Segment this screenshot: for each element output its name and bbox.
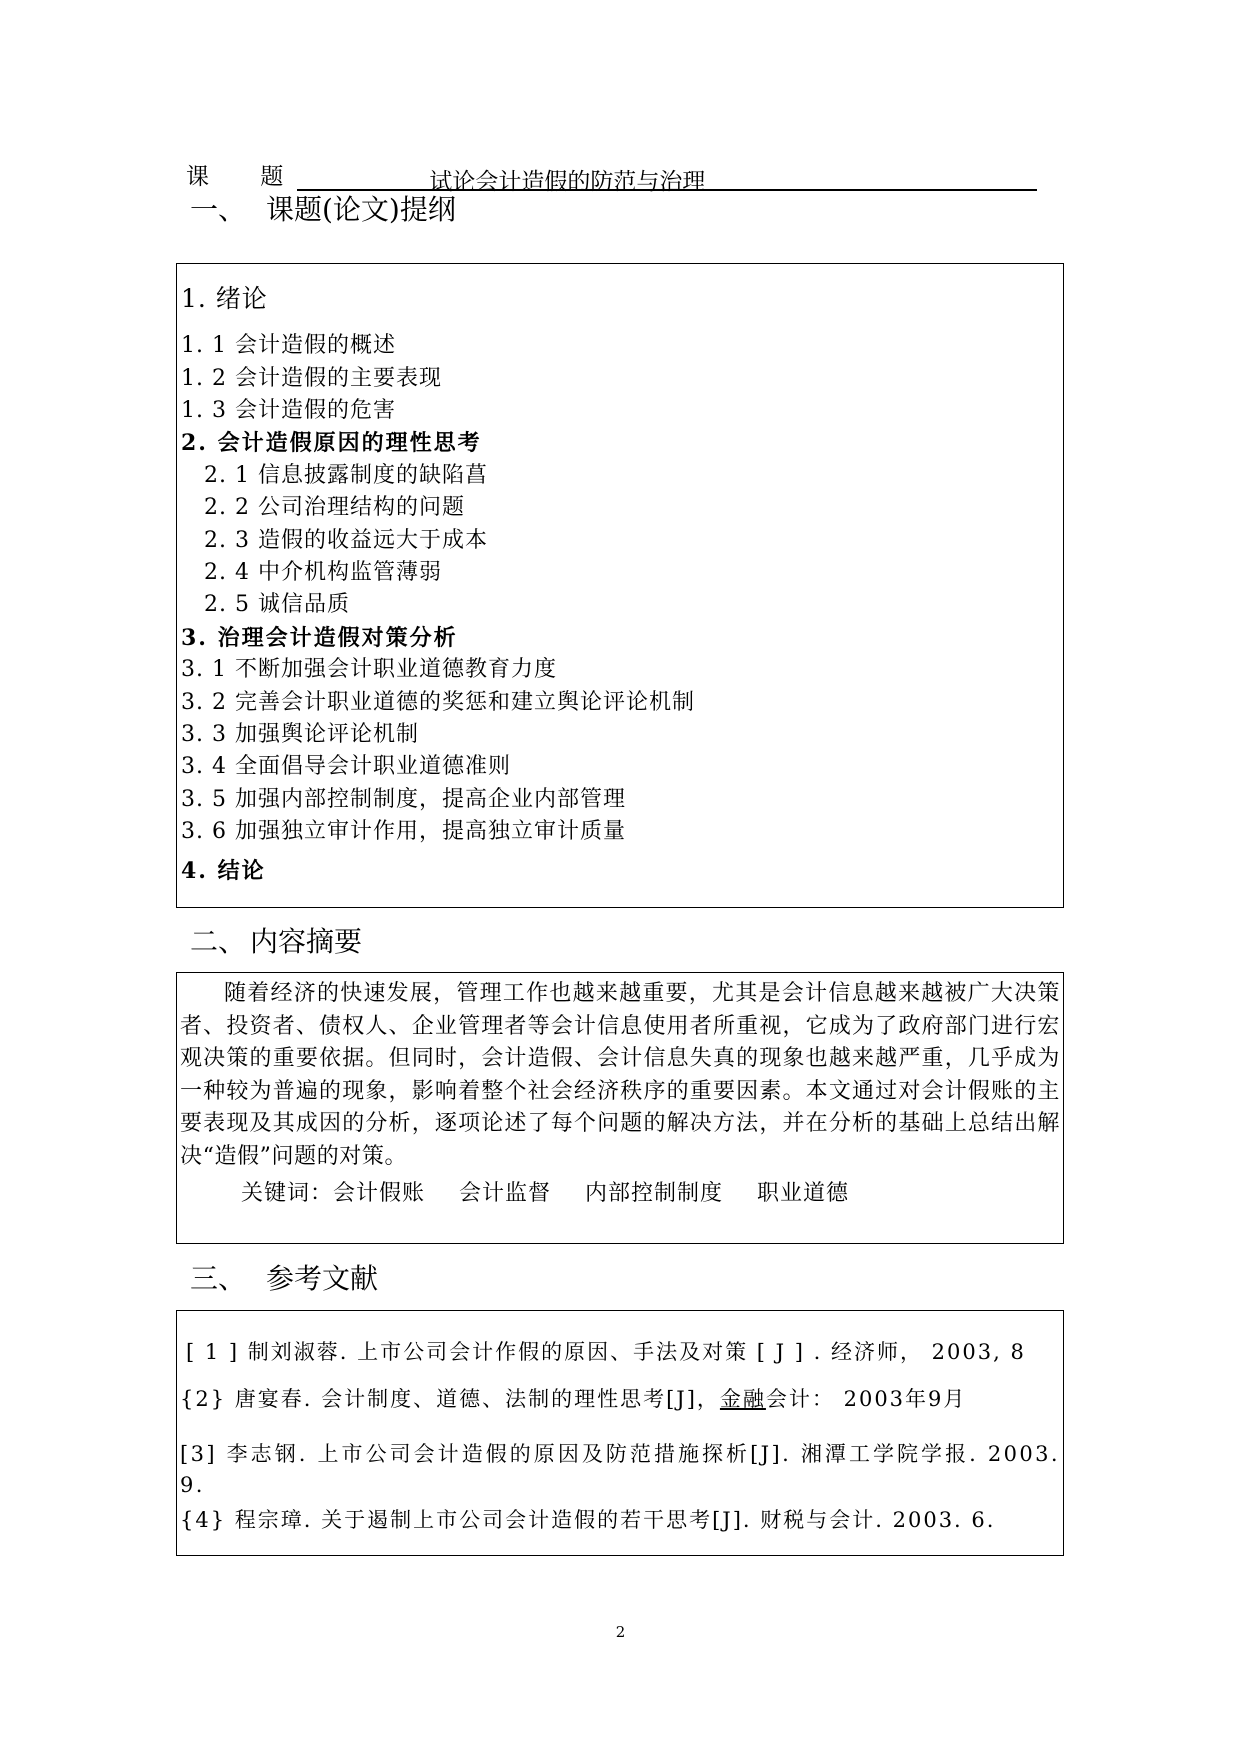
outline-item: 1. 2 会计造假的主要表现 <box>181 366 442 391</box>
outline-item: 2. 5 诚信品质 <box>204 592 350 617</box>
section-number: 一、 <box>190 193 247 226</box>
section-number: 二、 <box>190 925 247 958</box>
reference-item: {4} 程宗璋. 关于遏制上市公司会计造假的若干思考[J]. 财税与会计. 2003. 6. <box>180 1508 996 1532</box>
reference-text: 会计： 2003年9月 <box>765 1387 967 1411</box>
section-title: 内容摘要 <box>250 925 363 958</box>
outline-item: 3. 2 完善会计职业道德的奖惩和建立舆论评论机制 <box>181 690 695 715</box>
section-references-heading <box>190 1261 378 1297</box>
outline-item: 2. 2 公司治理结构的问题 <box>204 495 465 520</box>
outline-item: 1. 3 会计造假的危害 <box>181 398 396 423</box>
topic-title: 试论会计造假的防范与治理 <box>297 163 1037 191</box>
abstract-body <box>180 978 1060 1173</box>
section-title: 参考文献 <box>266 1262 379 1295</box>
reference-item: [3] 李志钢. 上市公司会计造假的原因及防范措施探析[J]. 湘潭工学院学报. 2003. 9. <box>180 1442 1060 1497</box>
abstract-box <box>176 972 1064 1244</box>
reference-text: {2} 唐宴春. 会计制度、道德、法制的理性思考[J]， <box>180 1387 720 1411</box>
outline-item: 3. 1 不断加强会计职业道德教育力度 <box>181 657 557 682</box>
outline-item: 3. 6 加强独立审计作用，提高独立审计质量 <box>181 819 626 844</box>
section-outline-heading <box>190 192 456 228</box>
references-box <box>176 1310 1064 1556</box>
outline-item: 2. 4 中介机构监管薄弱 <box>204 560 442 585</box>
section-abstract-heading <box>190 924 362 960</box>
reference-item <box>180 1383 966 1413</box>
reference-item: [ 1 ] 制刘淑蓉. 上市公司会计作假的原因、手法及对策 [ J ] . 经济师， 2003, 8 <box>186 1340 1026 1364</box>
outline-item: 2. 会计造假原因的理性思考 <box>181 430 482 456</box>
section-title: 课题(论文)提纲 <box>266 193 456 226</box>
outline-item: 3. 治理会计造假对策分析 <box>181 625 458 651</box>
outline-item: 2. 1 信息披露制度的缺陷菖 <box>204 463 488 488</box>
section-number: 三、 <box>190 1262 247 1295</box>
abstract-paragraph: 随着经济的快速发展，管理工作也越来越重要，尤其是会计信息越来越被广大决策者、投资者、债权人、企业管理者等会计信息使用者所重视，它成为了政府部门进行宏观决策的重要依据。但同时，会计造假、会计信息失真的现象也越来越严重，几乎成为一种较为普遍的现象，影响着整个社会经济秩序的重要因素。本文通过对会计假账的主要表现及其成因的分析，逐项论述了每个问题的解决方法，并在分析的基础上总结出解决“造假”问题的对策。 <box>180 981 1060 1169</box>
outline-item: 1. 绪论 <box>181 284 268 313</box>
abstract-keywords: 关键词：会计假账 会计监督 内部控制制度 职业道德 <box>241 1181 849 1206</box>
outline-item: 3. 3 加强舆论评论机制 <box>181 722 419 747</box>
outline-item: 1. 1 会计造假的概述 <box>181 333 396 358</box>
outline-item: 4. 结论 <box>181 858 266 884</box>
reference-link[interactable]: 金融 <box>719 1387 766 1411</box>
outline-item: 2. 3 造假的收益远大于成本 <box>204 528 488 553</box>
outline-item: 3. 5 加强内部控制制度，提高企业内部管理 <box>181 787 626 812</box>
outline-box <box>176 263 1064 908</box>
topic-label: 课 题 <box>186 164 306 190</box>
topic-row <box>186 159 1037 195</box>
page-number: 2 <box>615 1623 626 1641</box>
outline-item: 3. 4 全面倡导会计职业道德准则 <box>181 754 511 779</box>
